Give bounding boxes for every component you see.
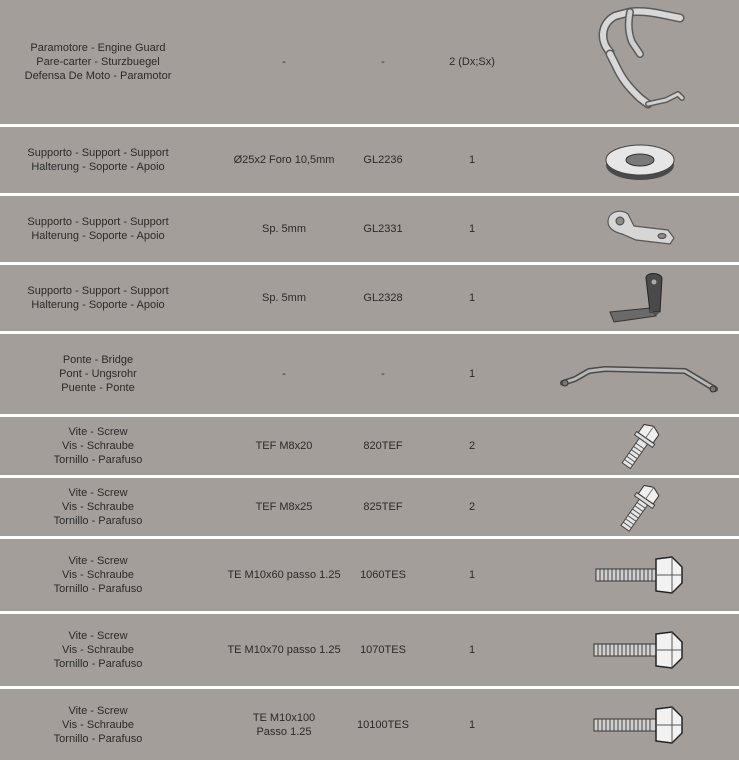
hex-bolt-icon: [540, 614, 739, 686]
part-dimensions: TEF M8x20: [255, 440, 313, 452]
table-row: [0, 127, 739, 193]
part-dimensions: Sp. 5mm: [261, 223, 306, 235]
part-code: 820TEF: [363, 440, 403, 452]
part-code: 10100TES: [357, 718, 409, 731]
part-quantity: 1: [468, 718, 476, 731]
part-quantity: 2: [468, 440, 476, 452]
part-dimensions: TE M10x100 Passo 1.25: [252, 711, 316, 738]
part-quantity: 1: [468, 154, 476, 166]
table-row: [0, 417, 739, 475]
flange-screw-icon: [540, 478, 739, 536]
part-code: -: [381, 56, 385, 68]
engine-guard-icon: [540, 0, 739, 124]
table-row: [0, 265, 739, 331]
part-code: GL2328: [363, 292, 403, 304]
part-quantity: 1: [468, 223, 476, 235]
bracket-icon: [540, 196, 739, 262]
part-quantity: 1: [468, 644, 476, 656]
part-description: Vite - Screw Vis - Schraube Tornillo - Parafuso: [53, 426, 143, 466]
part-description: Supporto - Support - Support Halterung - Soporte - Apoio: [27, 147, 169, 173]
part-dimensions: -: [282, 56, 286, 68]
table-row: [0, 196, 739, 262]
part-quantity: 1: [468, 569, 476, 581]
hex-bolt-icon: [540, 689, 739, 760]
angle-bracket-icon: [540, 265, 739, 331]
part-code: 1060TES: [360, 569, 406, 581]
part-description: Paramotore - Engine Guard Pare-carter - Sturzbuegel Defensa De Moto - Paramotor: [24, 42, 172, 82]
table-row: [0, 334, 739, 414]
part-quantity: 2: [468, 501, 476, 513]
table-row: [0, 539, 739, 611]
bridge-bar-icon: [540, 334, 739, 414]
hex-bolt-icon: [540, 539, 739, 611]
part-code: GL2236: [363, 154, 403, 166]
part-description: Vite - Screw Vis - Schraube Tornillo - Parafuso: [53, 704, 143, 745]
part-description: Vite - Screw Vis - Schraube Tornillo - Parafuso: [53, 487, 143, 527]
part-code: 1070TES: [360, 644, 406, 656]
part-dimensions: TEF M8x25: [255, 501, 313, 513]
part-description: Vite - Screw Vis - Schraube Tornillo - Parafuso: [53, 630, 143, 670]
table-row: [0, 478, 739, 536]
part-quantity: 2 (Dx;Sx): [449, 56, 495, 68]
part-description: Vite - Screw Vis - Schraube Tornillo - Parafuso: [53, 555, 143, 595]
part-description: Supporto - Support - Support Halterung - Soporte - Apoio: [27, 216, 169, 242]
table-row: [0, 614, 739, 686]
part-description: Ponte - Bridge Pont - Ungsrohr Puente - Ponte: [59, 354, 137, 394]
table-row: [0, 689, 739, 760]
part-description: Supporto - Support - Support Halterung - Soporte - Apoio: [27, 285, 169, 311]
flange-screw-icon: [540, 417, 739, 475]
part-dimensions: TE M10x60 passo 1.25: [227, 569, 341, 581]
part-dimensions: Sp. 5mm: [261, 292, 306, 304]
part-code: GL2331: [363, 223, 403, 235]
table-row: [0, 0, 739, 124]
part-dimensions: TE M10x70 passo 1.25: [227, 644, 341, 656]
part-quantity: 1: [468, 292, 476, 304]
part-dimensions: -: [282, 368, 286, 380]
part-code: -: [381, 368, 385, 380]
part-dimensions: Ø25x2 Foro 10,5mm: [233, 154, 335, 166]
part-code: 825TEF: [363, 501, 403, 513]
washer-icon: [540, 127, 739, 193]
part-quantity: 1: [468, 368, 476, 380]
